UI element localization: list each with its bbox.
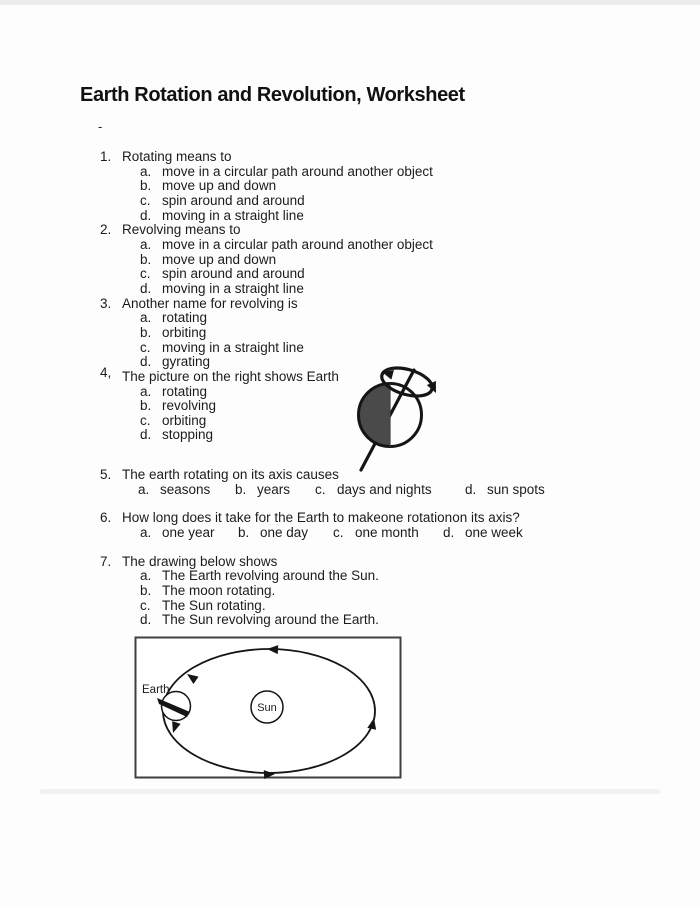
option-letter: a. bbox=[140, 383, 152, 399]
option-text: years bbox=[257, 481, 291, 497]
question-number: 5. bbox=[100, 467, 112, 483]
scan-artifact-smudge bbox=[40, 789, 660, 794]
option-letter: b. bbox=[140, 251, 152, 267]
option-text: revolving bbox=[162, 398, 217, 414]
question-text: The drawing below shows bbox=[122, 553, 278, 569]
option-letter: a. bbox=[140, 525, 152, 541]
option-d bbox=[140, 613, 600, 628]
option-d bbox=[140, 282, 600, 297]
option-letter: b. bbox=[140, 178, 152, 194]
option-text: move in a circular path around another object bbox=[162, 163, 433, 179]
option-a bbox=[140, 526, 238, 541]
option-d bbox=[140, 209, 600, 224]
option-letter: c. bbox=[140, 266, 151, 282]
option-text: gyrating bbox=[162, 354, 211, 370]
option-text: seasons bbox=[160, 481, 211, 497]
option-text: move up and down bbox=[162, 178, 277, 194]
stray-mark: - bbox=[98, 119, 103, 134]
option-text: sun spots bbox=[487, 481, 545, 497]
option-c bbox=[140, 599, 600, 614]
option-letter: d. bbox=[465, 481, 477, 497]
option-letter: c. bbox=[140, 192, 151, 208]
option-text: move up and down bbox=[162, 251, 277, 267]
option-letter: c. bbox=[140, 339, 151, 355]
option-letter: c. bbox=[315, 481, 326, 497]
question-2 bbox=[100, 223, 600, 296]
scan-artifact-top bbox=[0, 0, 700, 5]
option-letter: a. bbox=[140, 236, 152, 252]
option-a bbox=[138, 483, 235, 498]
option-text: The Sun rotating. bbox=[162, 597, 266, 613]
earth-shaded-half bbox=[359, 384, 391, 447]
earth-label: Earth bbox=[142, 684, 170, 696]
option-text: spin around and around bbox=[162, 192, 305, 208]
option-c bbox=[315, 483, 465, 498]
option-letter: a. bbox=[140, 310, 152, 326]
question-number: 2. bbox=[100, 222, 112, 238]
option-text: days and nights bbox=[337, 481, 432, 497]
option-text: moving in a straight line bbox=[162, 207, 304, 223]
option-letter: d. bbox=[140, 207, 152, 223]
question-number: 7. bbox=[100, 553, 112, 569]
option-text: move in a circular path around another object bbox=[162, 236, 433, 252]
question-1 bbox=[100, 150, 600, 223]
option-b bbox=[140, 253, 600, 268]
question-text: The earth rotating on its axis causes bbox=[122, 467, 339, 483]
option-letter: c. bbox=[140, 412, 151, 428]
option-c bbox=[140, 267, 600, 282]
question-text: Another name for revolving is bbox=[122, 295, 298, 311]
option-letter: a. bbox=[140, 163, 152, 179]
question-7 bbox=[100, 555, 600, 628]
option-b bbox=[140, 584, 600, 599]
option-letter: c. bbox=[333, 525, 344, 541]
option-letter: b. bbox=[238, 525, 250, 541]
option-text: one month bbox=[355, 525, 419, 541]
option-d bbox=[465, 483, 545, 498]
option-text: The Sun revolving around the Earth. bbox=[162, 612, 379, 628]
option-b bbox=[235, 483, 315, 498]
option-c bbox=[140, 194, 600, 209]
option-text: spin around and around bbox=[162, 266, 305, 282]
option-c bbox=[333, 526, 443, 541]
earth-rotation-figure bbox=[343, 356, 448, 478]
question-number: 6. bbox=[100, 510, 112, 526]
option-text: one year bbox=[162, 525, 215, 541]
option-a bbox=[140, 165, 600, 180]
question-text: How long does it take for the Earth to makeone rotationon its axis? bbox=[122, 510, 520, 526]
option-text: moving in a straight line bbox=[162, 339, 304, 355]
option-letter: c. bbox=[140, 597, 151, 613]
option-text: one week bbox=[465, 525, 523, 541]
option-letter: b. bbox=[140, 324, 152, 340]
option-a bbox=[140, 569, 600, 584]
option-text: one day bbox=[260, 525, 309, 541]
question-text: The picture on the right shows Earth bbox=[122, 368, 339, 384]
option-c bbox=[140, 341, 600, 356]
page-title: Earth Rotation and Revolution, Worksheet bbox=[80, 84, 465, 106]
sun-label: Sun bbox=[257, 702, 277, 714]
option-a bbox=[140, 311, 600, 326]
option-text: orbiting bbox=[162, 324, 207, 340]
option-text: orbiting bbox=[162, 412, 207, 428]
option-letter: a. bbox=[140, 568, 152, 584]
option-letter: b. bbox=[140, 398, 152, 414]
option-b bbox=[140, 326, 600, 341]
question-text: Rotating means to bbox=[122, 149, 232, 164]
option-letter: d. bbox=[443, 525, 455, 541]
question-number: 3. bbox=[100, 295, 112, 311]
question-text: Revolving means to bbox=[122, 222, 241, 238]
option-text: stopping bbox=[162, 427, 214, 443]
option-d bbox=[443, 526, 523, 541]
option-letter: d. bbox=[140, 612, 152, 628]
option-letter: a. bbox=[138, 481, 150, 497]
option-text: moving in a straight line bbox=[162, 280, 304, 296]
option-a bbox=[140, 238, 600, 253]
option-text: rotating bbox=[162, 383, 208, 399]
option-letter: d. bbox=[140, 354, 152, 370]
option-b bbox=[238, 526, 333, 541]
question-number: 1. bbox=[100, 149, 112, 164]
option-text: The Earth revolving around the Sun. bbox=[162, 568, 379, 584]
option-text: rotating bbox=[162, 310, 208, 326]
option-letter: b. bbox=[235, 481, 247, 497]
option-letter: d. bbox=[140, 280, 152, 296]
orbit-diagram bbox=[134, 636, 402, 779]
question-number: 4, bbox=[100, 364, 112, 380]
option-text: The moon rotating. bbox=[162, 583, 276, 599]
option-b bbox=[140, 179, 600, 194]
option-letter: d. bbox=[140, 427, 152, 443]
question-6 bbox=[100, 511, 600, 540]
option-letter: b. bbox=[140, 583, 152, 599]
